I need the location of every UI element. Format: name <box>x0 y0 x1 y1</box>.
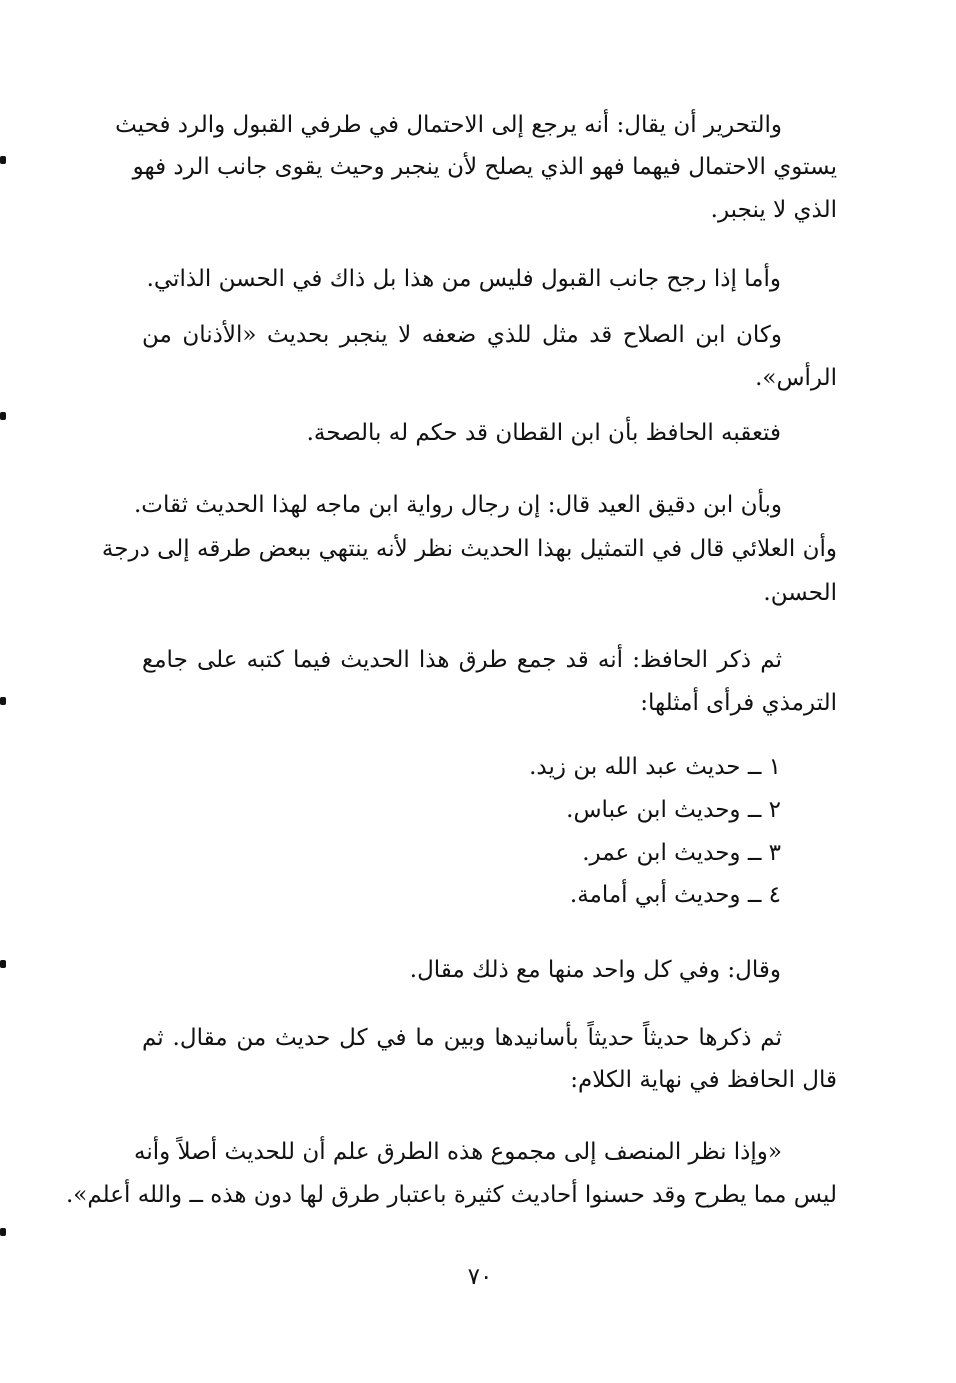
text-line: الترمذي فرأى أمثلها: <box>640 690 837 716</box>
text-line: وأما إذا رجح جانب القبول فليس من هذا بل ذاك في الحسن الذاتي. <box>146 266 781 292</box>
text-line: ثم ذكر الحافظ: أنه قد جمع طرق هذا الحديث فيما كتبه على جامع <box>142 647 782 673</box>
scan-edge-mark <box>0 412 6 420</box>
page-number: ٧٠ <box>467 1264 493 1290</box>
text-line: وبأن ابن دقيق العيد قال: إن رجال رواية ابن ماجه لهذا الحديث ثقات. <box>134 492 782 518</box>
text-line: يستوي الاحتمال فيهما فهو الذي يصلح لأن ينجبر وحيث يقوى جانب الرد فهو <box>132 154 837 180</box>
text-line: «وإذا نظر المنصف إلى مجموع هذه الطرق علم أن للحديث أصلاً وأنه <box>134 1139 782 1165</box>
text-line: الرأس». <box>755 365 837 391</box>
text-line: وأن العلائي قال في التمثيل بهذا الحديث نظر لأنه ينتهي ببعض طرقه إلى درجة <box>101 536 837 562</box>
scan-edge-mark <box>0 960 6 968</box>
scan-edge-mark <box>0 697 6 705</box>
text-line: الحسن. <box>763 580 837 606</box>
text-line: فتعقبه الحافظ بأن ابن القطان قد حكم له بالصحة. <box>306 420 781 446</box>
scan-edge-mark <box>0 1228 6 1236</box>
text-line: والتحرير أن يقال: أنه يرجع إلى الاحتمال في طرفي القبول والرد فحيث <box>115 112 782 138</box>
list-item: ٢ ــ وحديث ابن عباس. <box>566 797 781 823</box>
text-line: ثم ذكرها حديثاً حديثاً بأسانيدها وبين ما في كل حديث من مقال. ثم <box>142 1025 782 1051</box>
list-item: ٣ ــ وحديث ابن عمر. <box>582 840 781 866</box>
list-item: ١ ــ حديث عبد الله بن زيد. <box>529 754 781 780</box>
text-line: قال الحافظ في نهاية الكلام: <box>570 1067 837 1093</box>
text-line: ليس مما يطرح وقد حسنوا أحاديث كثيرة باعتبار طرق لها دون هذه ــ والله أعلم». <box>65 1182 837 1208</box>
list-item: ٤ ــ وحديث أبي أمامة. <box>569 882 781 908</box>
scan-edge-mark <box>0 156 6 164</box>
text-line: وقال: وفي كل واحد منها مع ذلك مقال. <box>409 957 781 983</box>
text-line: الذي لا ينجبر. <box>710 197 837 223</box>
text-line: وكان ابن الصلاح قد مثل للذي ضعفه لا ينجبر بحديث «الأذنان من <box>142 322 782 348</box>
